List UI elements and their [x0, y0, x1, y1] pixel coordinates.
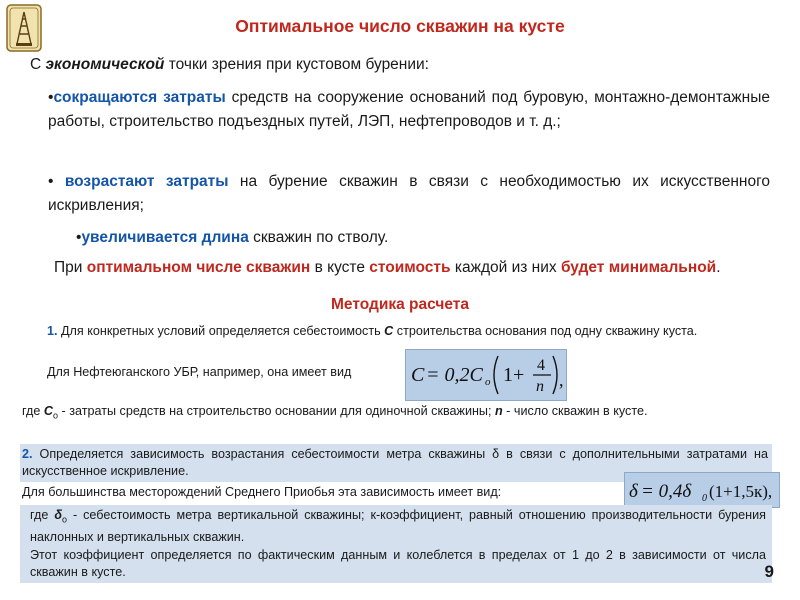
page-title: Оптимальное число скважин на кусте	[235, 16, 565, 36]
where-2-text	[30, 507, 766, 546]
formula-one: 1+	[503, 364, 525, 386]
where-text: где	[30, 508, 55, 522]
conclusion-emphasis: будет минимальной	[560, 259, 717, 276]
bullet-mark: •	[48, 89, 54, 106]
intro-line	[30, 53, 770, 77]
bullet-text: на бурение скважин в связи с необходимостью их искусственного искривления;	[48, 173, 771, 214]
formula-eq: = 0,2C	[426, 364, 483, 386]
intro-pre: С	[30, 56, 46, 73]
bullet-length	[76, 226, 770, 250]
formula-numerator: 4	[537, 357, 545, 374]
step-number: 2.	[22, 447, 33, 461]
formula-delta-eq: = 0,4δ	[641, 481, 692, 502]
step-number: 1.	[47, 324, 58, 338]
note-text: Этот коэффициент определяется по фактическим данным и колеблется в пределах от 1 до 2 в зависимости от числа скважин в кусте.	[30, 548, 766, 579]
formula-sub: o	[485, 376, 491, 388]
step-text: строительства основания под одну скважину куста.	[393, 324, 698, 338]
bullet-mark: •	[76, 229, 82, 246]
page-number: 9	[764, 562, 774, 581]
intro-emphasis: экономической	[45, 56, 165, 73]
formula-cost	[405, 349, 567, 401]
formula-delta-rest: (1+1,5к),	[709, 482, 773, 501]
n-symbol: n	[494, 404, 503, 418]
step-text: Для конкретных условий определяется себестоимость	[57, 324, 385, 338]
bullet-text: скважин по стволу.	[248, 229, 389, 246]
delta-symbol: δ	[54, 508, 63, 522]
delta-subscript: о	[62, 514, 68, 525]
bullet-mark: •	[48, 173, 65, 190]
formula-delta-lhs: δ	[629, 481, 638, 502]
formula-lhs: C	[411, 364, 425, 386]
formula-denominator: n	[536, 378, 544, 395]
conclusion-text: каждой из них	[450, 259, 561, 276]
intro-post: точки зрения при кустовом бурении:	[164, 56, 429, 73]
where-text: - число скважин в кусте.	[502, 404, 648, 418]
bullet-emphasis: возрастают затраты	[64, 173, 229, 190]
where-text: - затраты средств на строительство основании для одиночной скважины;	[58, 404, 495, 418]
step-2-example: Для большинства месторождений Среднего Приобья эта зависимость имеет вид:	[22, 485, 502, 499]
conclusion-emphasis: стоимость	[369, 259, 451, 276]
where-text: где	[22, 404, 44, 418]
bullet-emphasis: сокращаются затраты	[53, 89, 226, 106]
cost-symbol: С	[43, 404, 53, 418]
bullet-reduced-costs	[48, 86, 770, 133]
conclusion-text: При	[54, 259, 87, 276]
method-heading: Методика расчета	[331, 296, 469, 313]
cost-subscript: о	[53, 410, 59, 421]
where-1-text	[22, 403, 768, 425]
conclusion-emphasis: оптимальном числе скважин	[86, 259, 311, 276]
conclusion-text: в кусте	[310, 259, 370, 276]
step-text: Определяется зависимость возрастания себестоимости метра скважины δ в связи с дополнительными затратами на искусственное искривление.	[22, 447, 768, 478]
conclusion-text: .	[716, 259, 721, 276]
formula-delta	[624, 472, 780, 508]
bullet-text: средств на сооружение оснований под буровую, монтажно-демонтажные работы, строительство подъездных путей, ЛЭП, нефтепроводов и т. д.;	[48, 89, 770, 130]
where-text: - себестоимость метра вертикальной скважины; к-коэффициент, равный отношению производительности бурения наклонных и вертикальных скважин.	[30, 508, 766, 544]
bullet-increased-costs	[48, 170, 770, 217]
bullet-emphasis: увеличивается длина	[81, 229, 249, 246]
step-1-example: Для Нефтеюганского УБР, например, она имеет вид	[47, 365, 352, 379]
conclusion-paragraph	[30, 256, 770, 280]
formula-delta-sub: 0	[702, 493, 707, 504]
formula-tail: ,	[559, 370, 564, 390]
cost-symbol: С	[384, 324, 394, 338]
step-1-text	[22, 323, 768, 340]
